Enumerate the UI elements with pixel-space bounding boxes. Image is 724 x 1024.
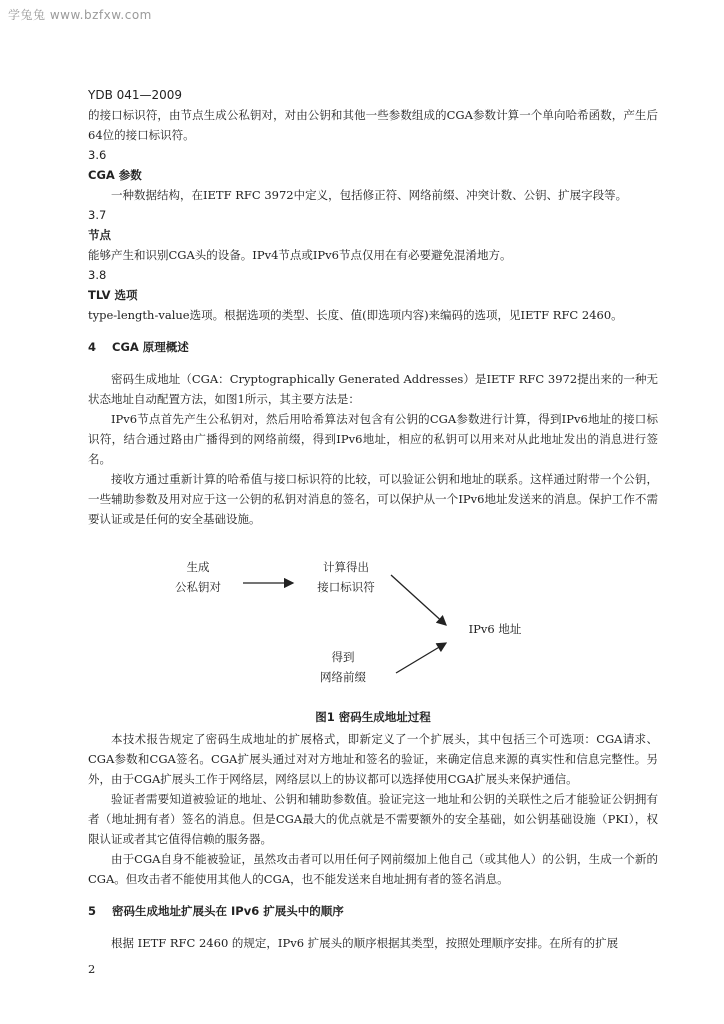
watermark: 学兔兔 www.bzfxw.com xyxy=(8,8,152,22)
document-id: YDB 041—2009 xyxy=(88,88,183,102)
section-4-number: 4 xyxy=(88,340,97,354)
section-4-paragraph-5: 验证者需要知道被验证的地址、公钥和辅助参数值。验证完这一地址和公钥的关联性之后才能验证公钥拥有者（地址拥有者）签名的消息。但是CGA最大的优点就是不需要额外的安全基础，如公钥基础设施（PKI），权限认证或者其它值得信赖的服务器。 xyxy=(88,792,658,846)
node-generate-key-pair xyxy=(158,557,238,597)
node-network-prefix-line2: 网络前缀 xyxy=(320,670,366,684)
paragraph-continued: 的接口标识符，由节点生成公私钥对，对由公钥和其他一些参数组成的CGA参数计算一个单向哈希函数，产生后64位的接口标识符。 xyxy=(88,108,658,142)
page-number: 2 xyxy=(88,962,96,976)
document-body xyxy=(88,105,658,953)
node-network-prefix-line1: 得到 xyxy=(331,650,355,664)
arrow-prefix-to-address xyxy=(396,643,446,673)
definition-tlv-option: type-length-value选项。根据选项的类型、长度、值(即选项内容)来编码的选项，见IETF RFC 2460。 xyxy=(88,308,623,322)
node-compute-interface-id-line1: 计算得出 xyxy=(323,560,369,574)
clause-number-3-6: 3.6 xyxy=(88,148,107,162)
node-generate-key-pair-line2: 公私钥对 xyxy=(175,580,221,594)
term-node: 节点 xyxy=(88,228,111,242)
section-5-title: 密码生成地址扩展头在 IPv6 扩展头中的顺序 xyxy=(112,904,344,918)
node-network-prefix xyxy=(298,647,388,687)
section-4-heading xyxy=(88,337,658,357)
section-4-paragraph-2: IPv6节点首先产生公私钥对，然后用哈希算法对包含有公钥的CGA参数进行计算，得到IPv6地址的接口标识符，结合通过路由广播得到的网络前缀，得到IPv6地址，相应的私钥可以用来对从此地址发出的消息进行签名。 xyxy=(88,412,658,466)
definition-node: 能够产生和识别CGA头的设备。IPv4节点或IPv6节点仅用在有必要避免混淆地方。 xyxy=(88,248,512,262)
section-4-paragraph-6: 由于CGA自身不能被验证，虽然攻击者可以用任何子网前缀加上他自己（或其他人）的公钥，生成一个新的CGA。但攻击者不能使用其他人的CGA，也不能发送来自地址拥有者的签名消息。 xyxy=(88,852,658,886)
section-5-number: 5 xyxy=(88,904,97,918)
definition-cga-parameters: 一种数据结构，在IETF RFC 3972中定义，包括修正符、网络前缀、冲突计数、公钥、扩展字段等。 xyxy=(111,188,628,202)
node-compute-interface-id xyxy=(296,557,396,597)
section-5-heading xyxy=(88,901,658,921)
figure-1-caption: 图1 密码生成地址过程 xyxy=(315,710,431,724)
section-4-title: CGA 原理概述 xyxy=(112,340,189,354)
figure-1-diagram xyxy=(88,553,658,703)
clause-number-3-7: 3.7 xyxy=(88,208,107,222)
section-4-paragraph-4: 本技术报告规定了密码生成地址的扩展格式，即新定义了一个扩展头，其中包括三个可选项：CGA请求、CGA参数和CGA签名。CGA扩展头通过对对方地址和签名的验证，来确定信息来源的真实性和信息完整性。另外，由于CGA扩展头工作于网络层，网络层以上的协议都可以选择使用CGA扩展头来保护通信。 xyxy=(88,732,658,786)
node-ipv6-address: IPv6 地址 xyxy=(468,622,522,636)
section-4-paragraph-3: 接收方通过重新计算的哈希值与接口标识符的比较，可以验证公钥和地址的联系。这样通过附带一个公钥，一些辅助参数及用对应于这一公钥的私钥对消息的签名，可以保护从一个IPv6地址发送来的消息。保护工作不需要认证或是任何的安全基础设施。 xyxy=(88,472,658,526)
section-5-paragraph-1: 根据 IETF RFC 2460 的规定，IPv6 扩展头的顺序根据其类型，按照处理顺序安排。在所有的扩展 xyxy=(111,936,619,950)
term-cga-parameters: CGA 参数 xyxy=(88,168,142,182)
arrow-identifier-to-address xyxy=(391,575,446,625)
section-4-paragraph-1: 密码生成地址（CGA：Cryptographically Generated Addresses）是IETF RFC 3972提出来的一种无状态地址自动配置方法，如图1所示，其主要方法是： xyxy=(88,372,658,406)
term-tlv-option: TLV 选项 xyxy=(88,288,138,302)
clause-number-3-8: 3.8 xyxy=(88,268,107,282)
node-compute-interface-id-line2: 接口标识符 xyxy=(317,580,375,594)
node-generate-key-pair-line1: 生成 xyxy=(186,560,210,574)
